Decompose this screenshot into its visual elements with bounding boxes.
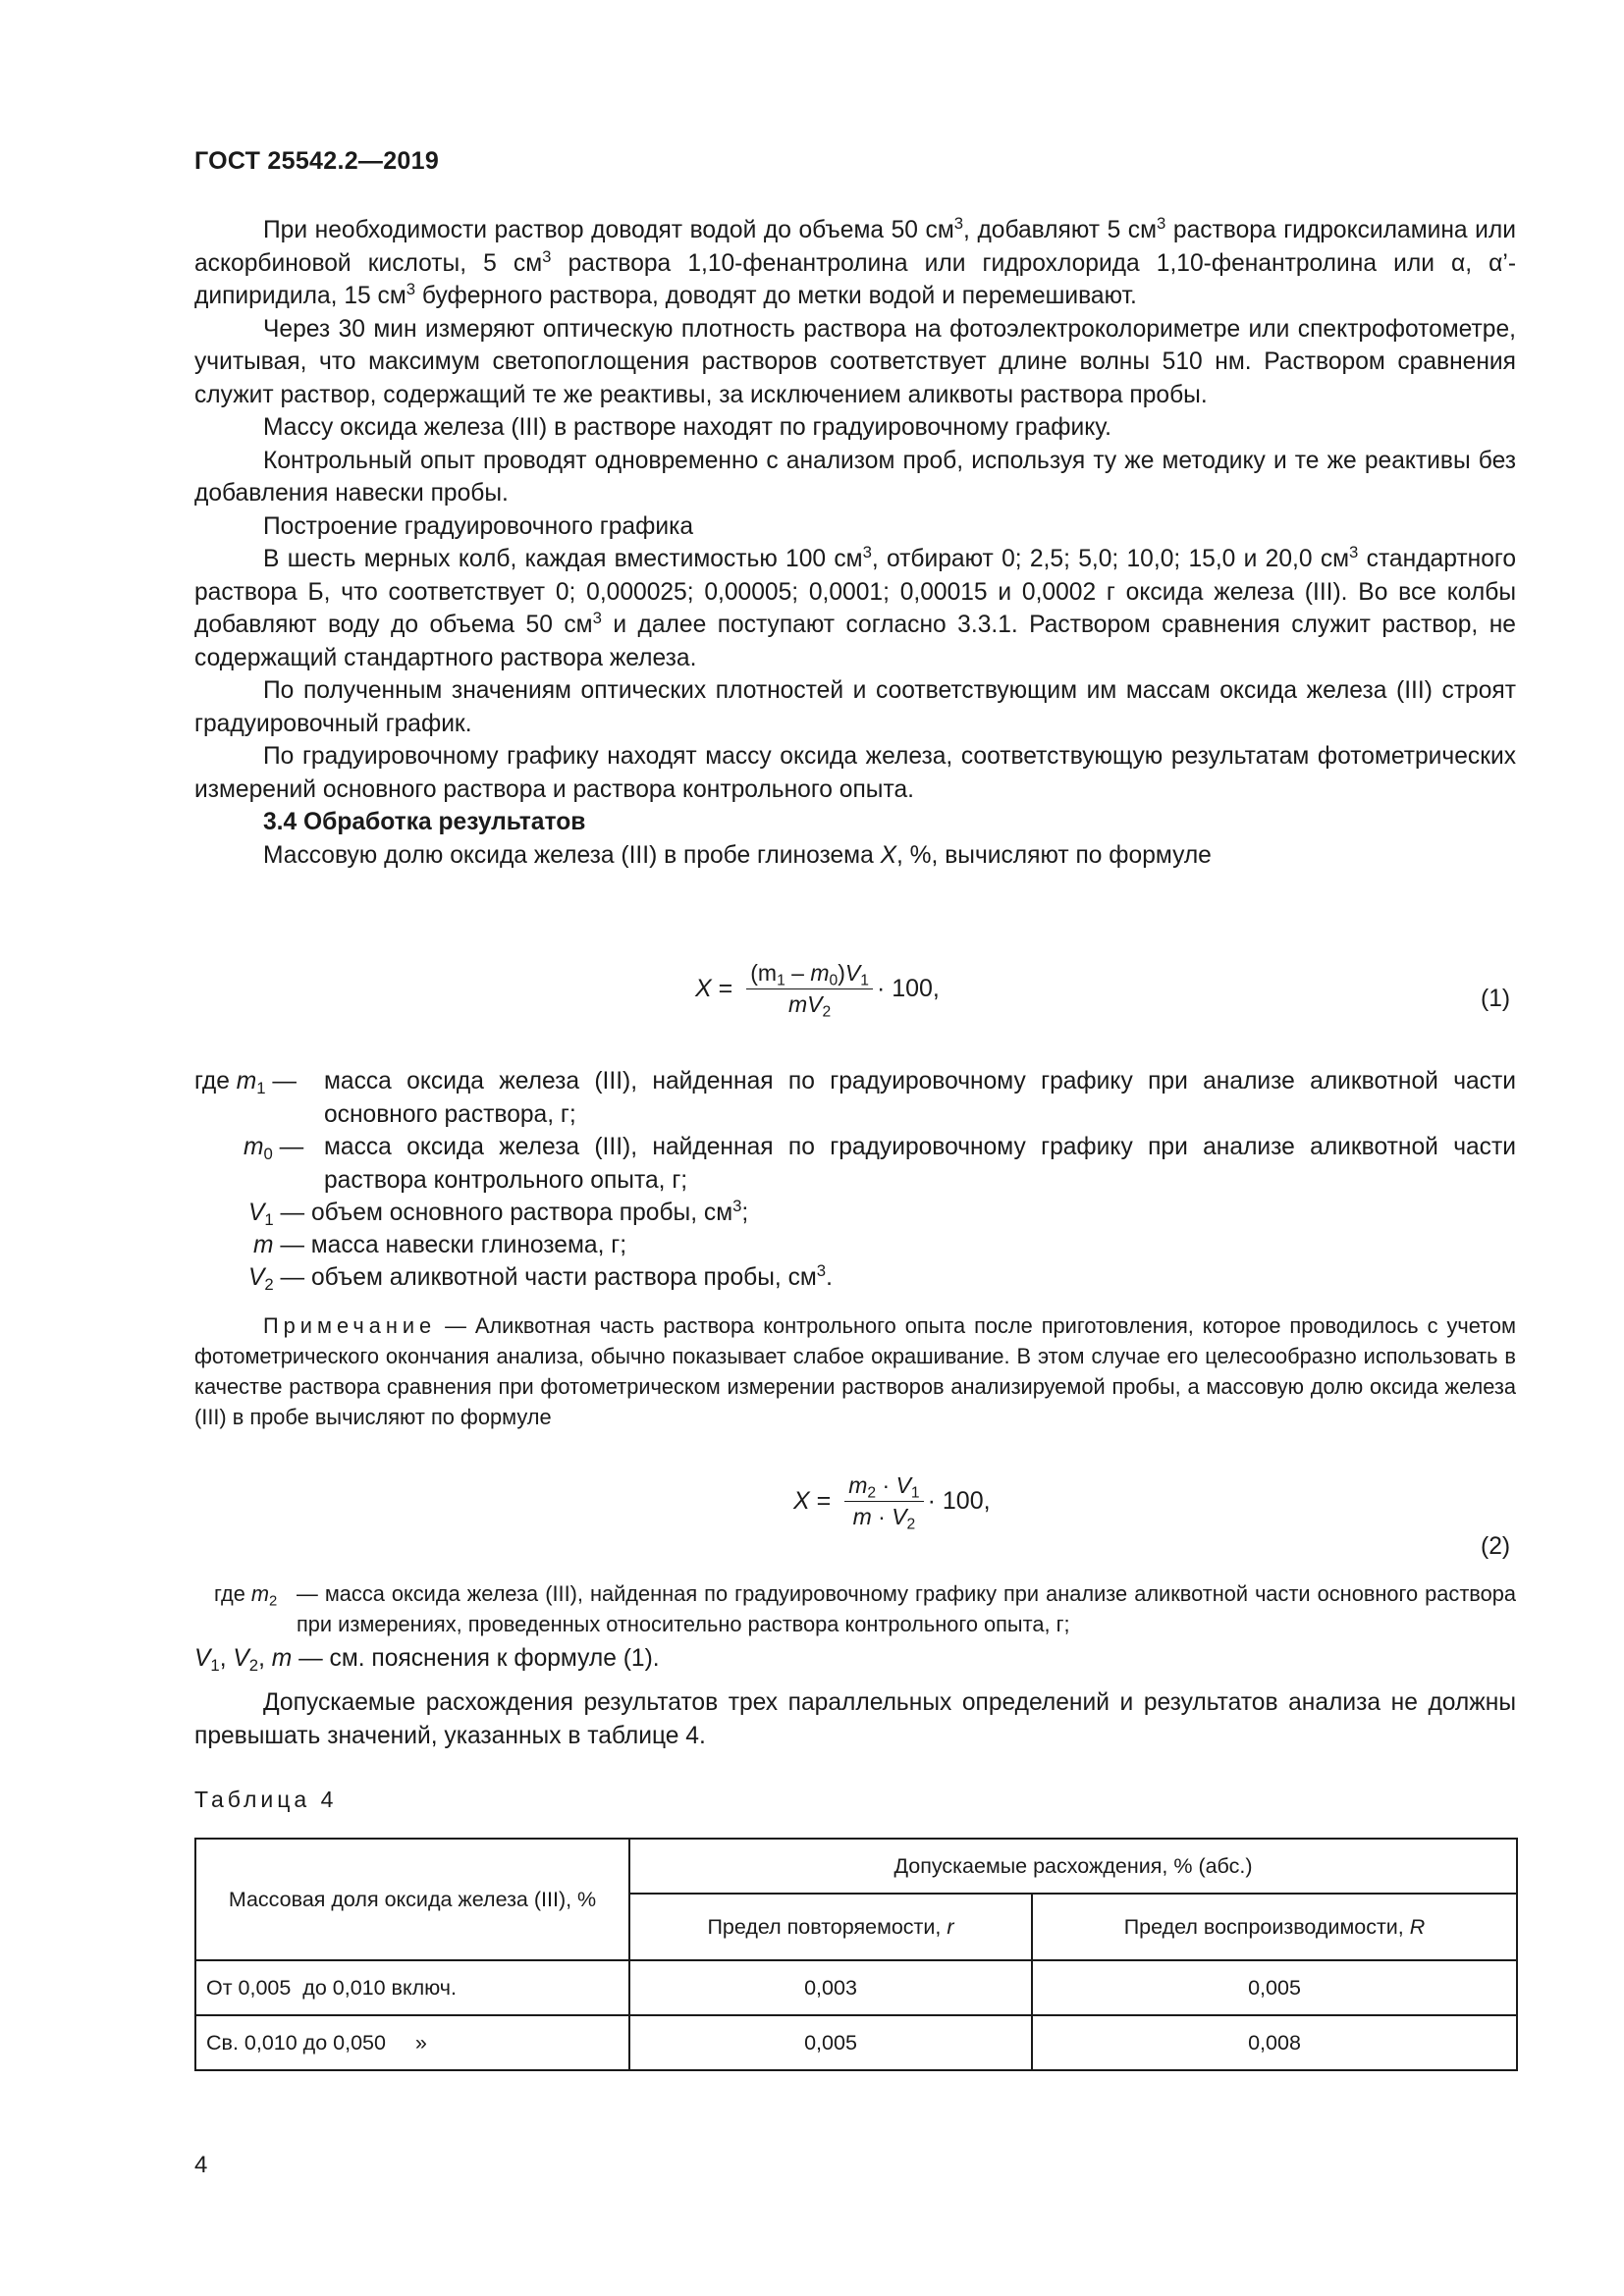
table-cell-r: 0,003 [629, 1960, 1032, 2015]
paragraph-measurement: Через 30 мин измеряют оптическую плотность раствора на фотоэлектроколориметре или спектрофотометре, учитывая, что максимум светопоглощения растворов соответствует длине волны 510 нм. Раствором сравнения служит раствор, содержащий те же реактивы, за исключением аликвоты раствора пробы. [194, 315, 1516, 408]
conclusion-block [194, 1686, 1516, 1752]
table-cell-R: 0,005 [1032, 1960, 1517, 2015]
text-run: В шесть мерных колб, каждая вместимостью 100 см [263, 546, 863, 572]
legend-symbol: $m_0$ — [244, 1134, 304, 1164]
paragraph-calibration [194, 543, 1516, 674]
text-run: и далее поступают согласно 3.3.1. Раствором сравнения служит раствор, не содержащий стандартного раствора железа. [194, 612, 1516, 671]
table-cell-range: Св. 0,010 до 0,050 » [195, 2015, 629, 2070]
formula-1-tail: · 100, [876, 975, 940, 1002]
paragraph-formula-intro [194, 839, 1516, 873]
legend-symbol: $V_2$ — объем аликвотной части раствора пробы, $см^3$. [248, 1260, 833, 1295]
legend-symbol: m — масса навески глинозема, г; [253, 1232, 627, 1258]
text-run: , %, вычисляют по формуле [896, 841, 1212, 869]
table-header-group: Допускаемые расхождения, % (абс.) [629, 1839, 1517, 1894]
formula-2 [793, 1472, 991, 1533]
paragraph-dilution [194, 214, 1516, 313]
formula-2-lhs: X = [793, 1487, 832, 1515]
legend-2-symbol: где $m_2$ [214, 1581, 278, 1610]
formula-1-numerator: $(m_1 - m_0)V_1$ [746, 960, 873, 989]
legend-description: масса оксида железа (III), найденная по градуировочному графику при анализе аликвотной части основного раствора, г; [324, 1068, 1516, 1128]
table-caption: Таблица 4 [194, 1787, 338, 1812]
superscript: 3 [1349, 542, 1359, 561]
variable-x: X [880, 841, 897, 869]
text-run: стандартного раствора Б, что соответствует 0; 0,000025; 0,00005; 0,0001; 0,00015 и 0,0002 г оксида железа (III). Во все колбы добавляют воду до объема 50 см [194, 546, 1516, 638]
legend-2-description: — масса оксида железа (III), найденная по градуировочному графику при анализе аликвотной части основного раствора при измерениях, проведенных относительно раствора контрольного опыта, г; [297, 1581, 1516, 1636]
paragraph-graph-use: По градуировочному графику находят массу оксида железа, соответствующую результатам фотометрических измерений основного раствора и раствора контрольного опыта. [194, 743, 1516, 803]
superscript: 3 [1157, 213, 1166, 233]
table-header-repeatability: Предел повторяемости, r [629, 1894, 1032, 1960]
document-header: ГОСТ 25542.2—2019 [194, 147, 440, 175]
text-run: раствора гидроксиламина или аскорбиновой кислоты, 5 см [194, 217, 1516, 277]
formula-1-fraction [746, 960, 873, 1021]
note-label: Примечание [263, 1313, 437, 1338]
note-block [194, 1310, 1516, 1432]
superscript: 3 [542, 246, 552, 266]
text-run: Массовую долю оксида железа (III) в пробе глинозема [263, 841, 881, 869]
text-run: При необходимости раствор доводят водой до объема 50 см [263, 217, 954, 243]
legend-description: масса оксида железа (III), найденная по градуировочному графику при анализе аликвотной части раствора контрольного опыта, г; [324, 1134, 1516, 1194]
formula-2-fraction [844, 1472, 923, 1533]
note-text: — Аликвотная часть раствора контрольного опыта после приготовления, которое проводилось с учетом фотометрического окончания анализа, обычно показывает слабое окрашивание. В этом случае его целесообразно использовать в качестве раствора сравнения при фотометрическом измерении растворов анализируемой пробы, а массовую долю оксида железа (III) в пробе вычисляют по формуле [194, 1313, 1516, 1429]
formula-1-number: (1) [1481, 986, 1511, 1012]
paragraph-tolerance: Допускаемые расхождения результатов трех параллельных определений и результатов анализа не должны превышать значений, указанных в таблице 4. [194, 1689, 1516, 1749]
formula-2-denominator: $m \cdot V_2$ [852, 1504, 916, 1533]
page-number: 4 [194, 2152, 208, 2178]
text-run: , добавляют 5 см [963, 217, 1158, 243]
table-header-mass: Массовая доля оксида железа (III), % [195, 1839, 629, 1960]
paragraph-graph-build: По полученным значениям оптических плотностей и соответствующим им массам оксида железа (III) строят градуировочный график. [194, 677, 1516, 737]
table-header-row [195, 1839, 1517, 1894]
text-run: буферного раствора, доводят до метки водой и перемешивают. [415, 283, 1137, 309]
formula-2-number: (2) [1481, 1533, 1511, 1560]
formula-1-lhs: X = [695, 975, 733, 1002]
table-row [195, 2015, 1517, 2070]
note-paragraph [194, 1310, 1516, 1432]
formula-1 [695, 960, 940, 1021]
formula-2-tail: · 100, [927, 1487, 991, 1515]
table-cell-range: От 0,005 до 0,010 включ. [195, 1960, 629, 2015]
paragraph-control: Контрольный опыт проводят одновременно с анализом проб, используя ту же методику и те же реактивы без добавления навески пробы. [194, 447, 1516, 507]
table-row [195, 1960, 1517, 2015]
formula-1-denominator: $mV_2$ [787, 991, 832, 1021]
legend-2-line2: $V_1$, $V_2$, m — см. пояснения к формуле (1). [194, 1645, 660, 1676]
main-text-block [194, 214, 1516, 872]
text-run: , отбирают 0; 2,5; 5,0; 10,0; 15,0 и 20,0 см [871, 546, 1350, 572]
legend-symbol: где $m_1$ — [194, 1068, 297, 1098]
table-header-reproducibility: Предел воспроизводимости, R [1032, 1894, 1517, 1960]
tolerance-table [194, 1838, 1518, 2071]
text-run: раствора 1,10-фенантролина или гидрохлорида 1,10-фенантролина или α, α’-дипиридила, 15 см [194, 249, 1517, 309]
paragraph-mass-lookup: Массу оксида железа (III) в растворе находят по градуировочному графику. [263, 414, 1111, 441]
paragraph-calibration-title: Построение градуировочного графика [263, 512, 694, 540]
formula-2-numerator: $m_2 \cdot V_1$ [844, 1472, 923, 1502]
table-cell-R: 0,008 [1032, 2015, 1517, 2070]
superscript: 3 [953, 213, 964, 233]
section-heading: 3.4 Обработка результатов [263, 809, 586, 835]
superscript: 3 [406, 279, 416, 298]
legend-symbol: $V_1$ — объем основного раствора пробы, $см^3$; [248, 1196, 749, 1230]
superscript: 3 [592, 608, 602, 627]
table-cell-r: 0,005 [629, 2015, 1032, 2070]
superscript: 3 [862, 542, 872, 561]
